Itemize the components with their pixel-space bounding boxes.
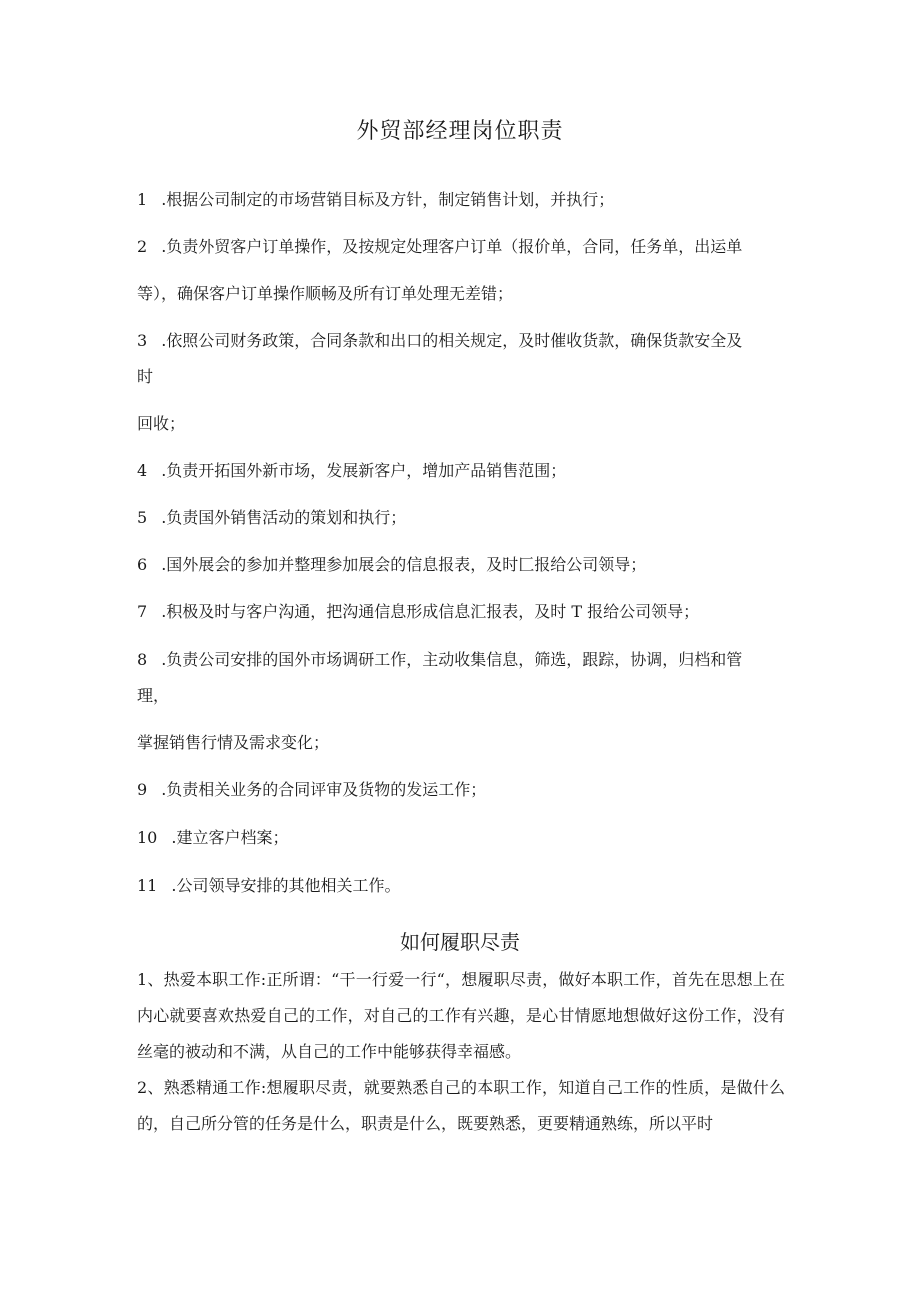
item-text: 等），确保客户订单操作顺畅及所有订单处理无差错； bbox=[137, 284, 514, 303]
list-item bbox=[137, 508, 406, 528]
item-number: 2 bbox=[137, 237, 148, 256]
item-number: 10 bbox=[137, 828, 158, 847]
item-text: 时 bbox=[137, 367, 154, 386]
list-item bbox=[137, 331, 742, 351]
item-number: 8 bbox=[137, 650, 148, 669]
paragraph: 2、熟悉精通工作:想履职尽责，就要熟悉自己的本职工作，知道自己工作的性质，是做什么的，自己所分管的任务是什么，职责是什么，既要熟悉，更要精通熟练，所以平时 bbox=[137, 1078, 785, 1133]
item-text: .负责开拓国外新市场，发展新客户，增加产品销售范围； bbox=[161, 461, 567, 480]
item-text: .负责国外销售活动的策划和执行； bbox=[161, 508, 407, 527]
list-item bbox=[137, 190, 614, 210]
item-number: 5 bbox=[137, 508, 148, 527]
list-item bbox=[137, 828, 288, 848]
item-number: 9 bbox=[137, 780, 148, 799]
paragraph: 1、热爱本职工作:正所谓：“干一行爱一行“，想履职尽责，做好本职工作，首先在思想上在内心就要喜欢热爱自己的工作，对自己的工作有兴趣，是心甘情愿地想做好这份工作，没有丝毫的被动和不满，从自己的工作中能够获得幸福感。 bbox=[137, 970, 785, 1061]
item-number: 4 bbox=[137, 461, 148, 480]
item-text: .负责相关业务的合同评审及货物的发运工作； bbox=[161, 780, 487, 799]
item-number: 3 bbox=[137, 331, 148, 350]
item-number: 6 bbox=[137, 555, 148, 574]
item-text: .依照公司财务政策，合同条款和出口的相关规定，及时催收货款，确保货款安全及 bbox=[161, 331, 743, 350]
list-item bbox=[137, 650, 742, 670]
list-item-continuation bbox=[137, 414, 185, 434]
item-text: .负责外贸客户订单操作，及按规定处理客户订单（报价单，合同，任务单，出运单 bbox=[161, 237, 743, 256]
item-text: .负责公司安排的国外市场调研工作，主动收集信息，筛选，跟踪，协调，归档和管 bbox=[161, 650, 743, 669]
list-item bbox=[137, 555, 646, 575]
list-item-continuation bbox=[137, 367, 153, 387]
item-number: 7 bbox=[137, 602, 148, 621]
item-number: 11 bbox=[137, 876, 158, 895]
page-title: 外贸部经理岗位职责 bbox=[356, 119, 564, 144]
list-item-continuation bbox=[137, 686, 169, 706]
list-item bbox=[137, 461, 566, 481]
list-item-continuation bbox=[137, 284, 513, 304]
item-text: 理， bbox=[137, 686, 170, 705]
list-item bbox=[137, 602, 699, 622]
item-text: 掌握销售行情及需求变化； bbox=[137, 733, 330, 752]
list-item-continuation bbox=[137, 733, 329, 753]
list-item bbox=[137, 780, 486, 800]
item-text: 回收； bbox=[137, 414, 186, 433]
list-item bbox=[137, 876, 400, 896]
item-text: .建立客户档案； bbox=[171, 828, 289, 847]
item-text: .国外展会的参加并整理参加展会的信息报表，及时匚报给公司领导； bbox=[161, 555, 647, 574]
item-text: .公司领导安排的其他相关工作。 bbox=[171, 876, 401, 895]
item-text: .积极及时与客户沟通，把沟通信息形成信息汇报表，及时 T 报给公司领导； bbox=[161, 602, 700, 621]
item-text: .根据公司制定的市场营销目标及方针，制定销售计划，并执行； bbox=[161, 190, 615, 209]
list-item bbox=[137, 237, 742, 257]
section-title: 如何履职尽责 bbox=[400, 930, 520, 954]
item-number: 1 bbox=[137, 190, 148, 209]
